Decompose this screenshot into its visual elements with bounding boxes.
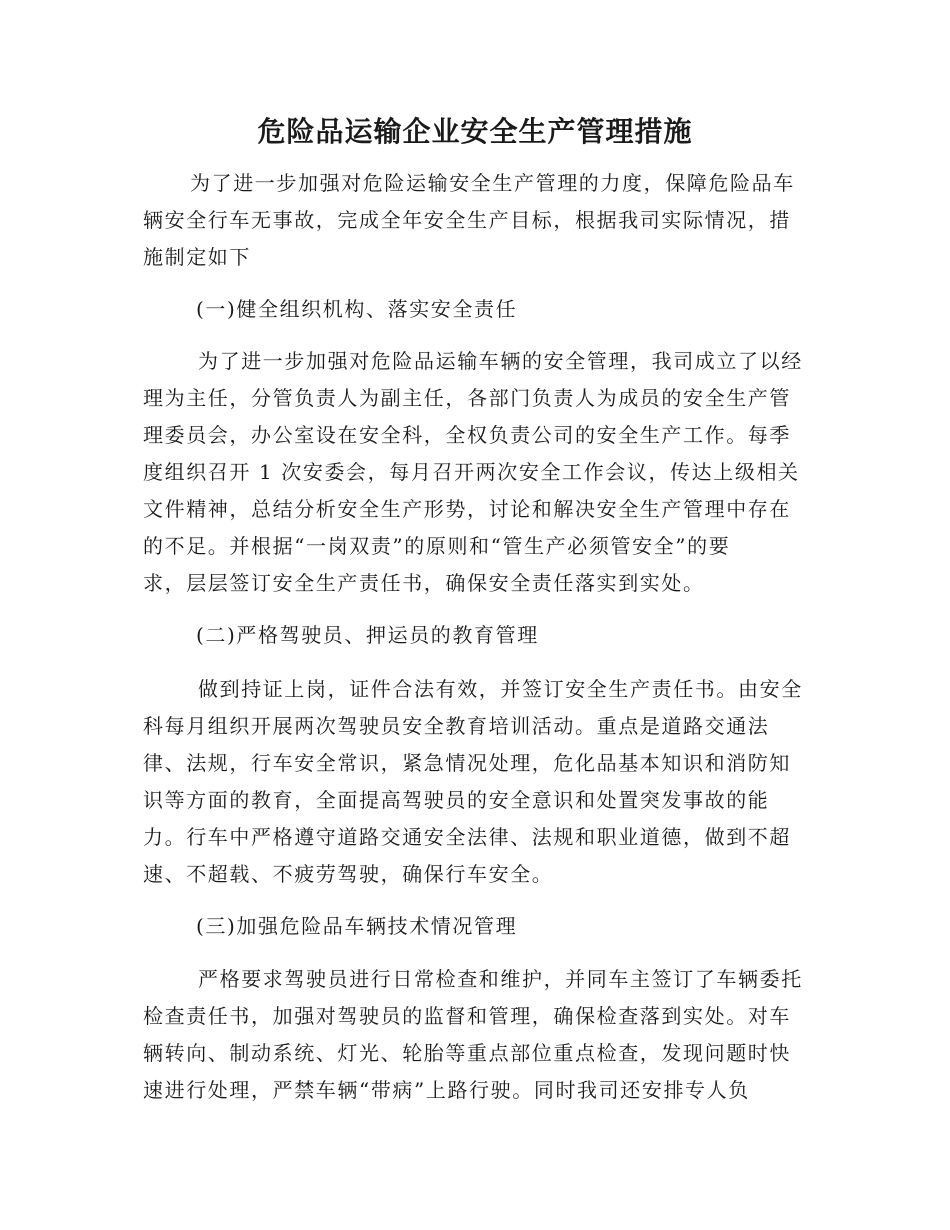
paragraph-line: 求，层层签订安全生产责任书，确保安全责任落实到实处。 [143, 571, 705, 595]
section-heading: (三)加强危险品车辆技术情况管理 [196, 914, 518, 938]
paragraph-line: 识等方面的教育，全面提高驾驶员的安全意识和处置突发事故的能 [143, 788, 770, 812]
section-heading: (二)严格驾驶员、押运员的教育管理 [196, 623, 539, 647]
paragraph-line: 理委员会，办公室设在安全科，全权负责公司的安全生产工作。每季 [143, 423, 791, 447]
paragraph-line: 为了进一步加强对危险品运输车辆的安全管理，我司成立了以经 [198, 349, 803, 373]
paragraph-line: 度组织召开 1 次安委会，每月召开两次安全工作会议，传达上级相关 [143, 460, 800, 484]
document-title: 危险品运输企业安全生产管理措施 [257, 115, 693, 148]
paragraph-line: 科每月组织开展两次驾驶员安全教育培训活动。重点是道路交通法 [143, 714, 770, 738]
paragraph-line: 文件精神，总结分析安全生产形势，讨论和解决安全生产管理中存在 [143, 497, 791, 521]
paragraph-line: 律、法规，行车安全常识，紧急情况处理，危化品基本知识和消防知 [143, 751, 791, 775]
paragraph-line: 严格要求驾驶员进行日常检查和维护，并同车主签订了车辆委托 [198, 967, 803, 991]
section-heading: (一)健全组织机构、落实安全责任 [196, 297, 518, 321]
intro-line: 辆安全行车无事故，完成全年安全生产目标，根据我司实际情况，措 [143, 208, 791, 232]
paragraph-line: 的不足。并根据“一岗双责”的原则和“管生产必须管安全”的要 [143, 534, 731, 558]
paragraph-line: 辆转向、制动系统、灯光、轮胎等重点部位重点检查，发现问题时快 [143, 1041, 791, 1065]
intro-line: 为了进一步加强对危险运输安全生产管理的力度，保障危险品车 [190, 171, 795, 195]
paragraph-line: 理为主任，分管负责人为副主任，各部门负责人为成员的安全生产管 [143, 386, 791, 410]
paragraph-line: 做到持证上岗，证件合法有效，并签订安全生产责任书。由安全 [198, 677, 803, 701]
paragraph-line: 速、不超载、不疲劳驾驶，确保行车安全。 [143, 862, 554, 886]
paragraph-line: 力。行车中严格遵守道路交通安全法律、法规和职业道德，做到不超 [143, 825, 791, 849]
intro-line: 施制定如下 [143, 245, 251, 269]
paragraph-line: 检查责任书，加强对驾驶员的监督和管理，确保检查落到实处。对车 [143, 1004, 791, 1028]
paragraph-line: 速进行处理，严禁车辆“带病”上路行驶。同时我司还安排专人负 [143, 1078, 750, 1102]
